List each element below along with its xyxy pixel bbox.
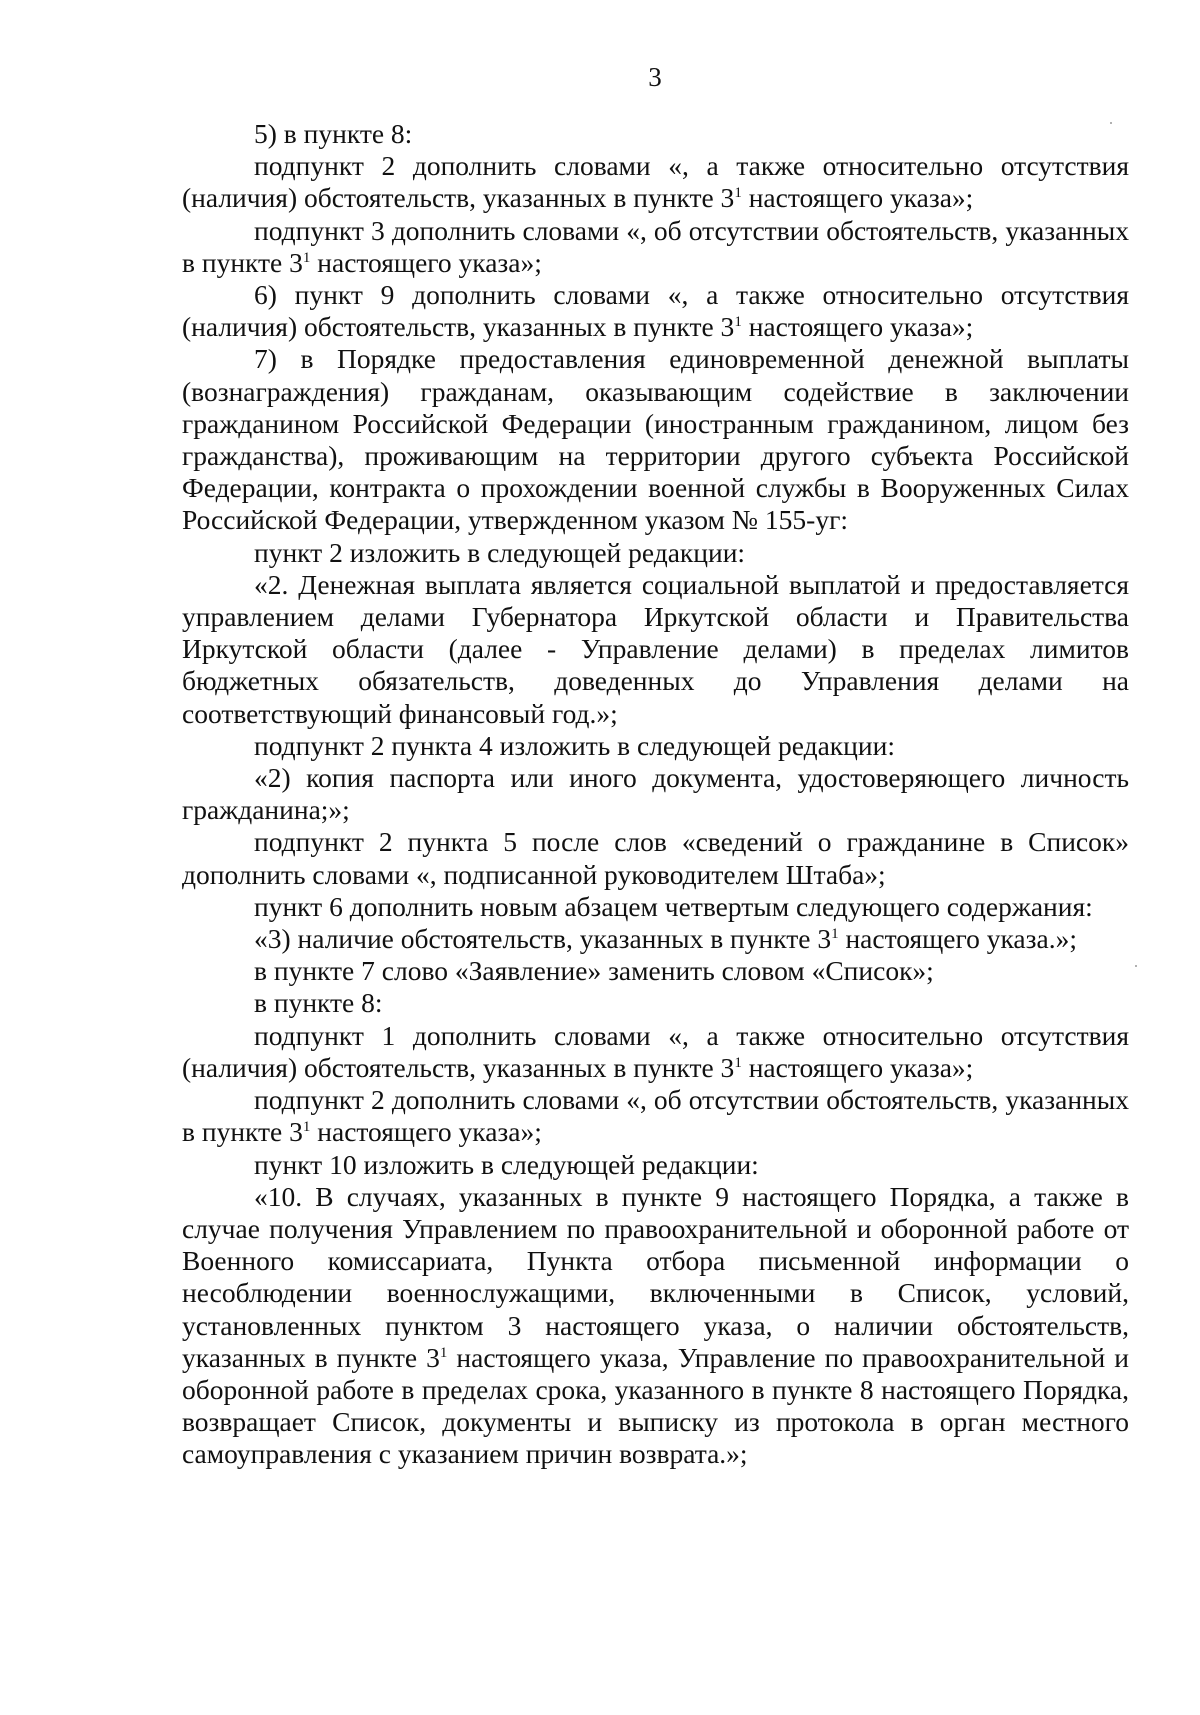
paragraph: подпункт 1 дополнить словами «, а также относительно отсутствия (наличия) обстоятельств, указанных в пункте $3^1$ настоящего указа»;	[182, 1019, 1129, 1083]
paragraph: 7) в Порядке предоставления единовременной денежной выплаты (вознаграждения) гражданам, оказывающим содействие в заключении гражданином Российской Федерации (иностранным гражданином, лицом без гражданства), проживающим на территории другого субъекта Российской Федерации, контракта о прохождении военной службы в Вооруженных Силах Российской Федерации, утвержденном указом № 155-уг:	[182, 343, 1129, 536]
superscript-one: 1	[734, 185, 742, 202]
paragraph: 6) пункт 9 дополнить словами «, а также относительно отсутствия (наличия) обстоятельств, указанных в пункте $3^1$ настоящего указа»;	[182, 279, 1129, 343]
superscript-one: 1	[831, 926, 839, 943]
superscript-one: 1	[302, 1119, 311, 1136]
superscript-one: 1	[734, 314, 742, 331]
superscript-one: 1	[302, 249, 311, 266]
paragraph: в пункте 8:	[254, 987, 383, 1019]
paragraph: подпункт 2 пункта 4 изложить в следующей редакции:	[254, 729, 895, 761]
paragraph: «10. В случаях, указанных в пункте 9 настоящего Порядка, а также в случае получения Управлением по правоохранительной и оборонной работе от Военного комиссариата, Пункта отбора письменной информации о несоблюдении военнослужащими, включенными в Список, условий, установленных пунктом 3 настоящего указа, о наличии обстоятельств, указанных в пункте $3^1$ настоящего указа, Управление по правоохранительной и оборонной работе в пределах срока, указанного в пункте 8 настоящего Порядка, возвращает Список, документы и выписку из протокола в орган местного самоуправления с указанием причин возврата.»;	[182, 1180, 1129, 1470]
paragraph: подпункт 2 пункта 5 после слов «сведений о гражданине в Список» дополнить словами «, подписанной руководителем Штаба»;	[182, 826, 1129, 890]
superscript-one: 1	[734, 1054, 742, 1071]
paragraph: в пункте 7 слово «Заявление» заменить словом «Список»;	[254, 955, 934, 987]
paragraph: пункт 6 дополнить новым абзацем четвертым следующего содержания:	[254, 890, 1093, 922]
paragraph: подпункт 3 дополнить словами «, об отсутствии обстоятельств, указанных в пункте $3^1$ настоящего указа»;	[182, 214, 1129, 278]
scan-speck	[1135, 965, 1137, 967]
paragraph: подпункт 2 дополнить словами «, а также относительно отсутствия (наличия) обстоятельств, указанных в пункте $3^1$ настоящего указа»;	[182, 150, 1129, 214]
paragraph: подпункт 2 дополнить словами «, об отсутствии обстоятельств, указанных в пункте $3^1$ настоящего указа»;	[182, 1084, 1129, 1148]
scan-speck	[1110, 122, 1112, 124]
paragraph: пункт 10 изложить в следующей редакции:	[254, 1148, 759, 1180]
superscript-one: 1	[439, 1344, 448, 1361]
page-number: 3	[648, 62, 662, 92]
paragraph: «2. Денежная выплата является социальной выплатой и предоставляется управлением делами Губернатора Иркутской области и Правительства Иркутской области (далее - Управление делами) в пределах лимитов бюджетных обязательств, доведенных до Управления делами на соответствующий финансовый год.»;	[182, 568, 1129, 729]
document-body	[182, 118, 1129, 1471]
paragraph: «2) копия паспорта или иного документа, удостоверяющего личность гражданина;»;	[182, 762, 1129, 826]
paragraph: пункт 2 изложить в следующей редакции:	[254, 536, 746, 568]
paragraph: «3) наличие обстоятельств, указанных в пункте $3^1$ настоящего указа.»;	[254, 923, 1077, 955]
paragraph: 5) в пункте 8:	[254, 118, 413, 149]
